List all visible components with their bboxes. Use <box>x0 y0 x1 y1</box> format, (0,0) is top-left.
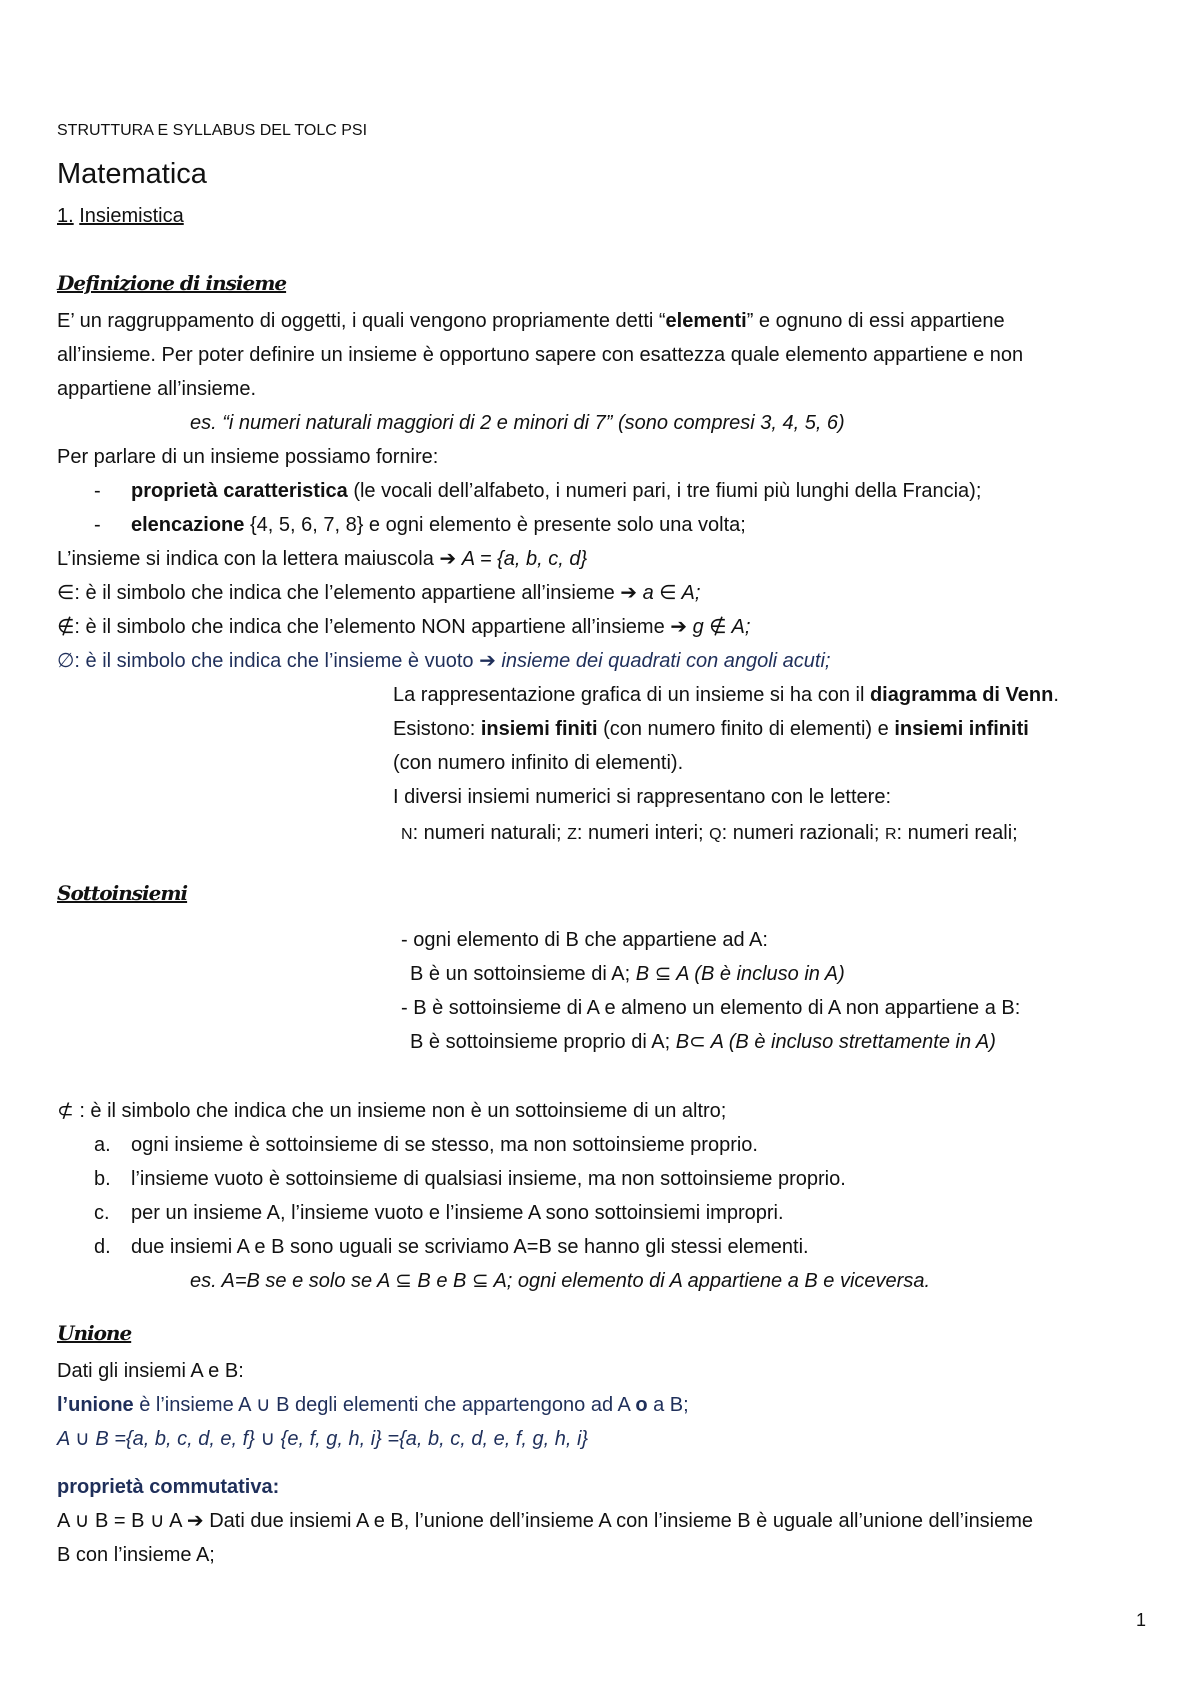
commutative-heading: proprietà commutativa: <box>57 1476 280 1498</box>
subset-line3: - B è sottoinsieme di A e almeno un elemento di A non appartiene a B: <box>401 997 1021 1019</box>
finite-line2: (con numero infinito di elementi). <box>393 752 684 774</box>
list-item-elencazione <box>131 512 746 538</box>
not-subset-symbol-icon: ⊄ <box>57 1100 74 1122</box>
empty-set-text: : è il simbolo che indica che l’insieme è vuoto ➔ <box>74 650 502 672</box>
list-bullet: - <box>94 514 101 536</box>
subset-example: es. A=B se e solo se A ⊆ B e B ⊆ A; ogni elemento di A appartiene a B e viceversa. <box>190 1270 931 1292</box>
union-example: A ∪ B ={a, b, c, d, e, f} ∪ {e, f, g, h, i} ={a, b, c, d, e, f, g, h, i} <box>57 1428 589 1450</box>
union-end: a B; <box>647 1394 689 1416</box>
subset-line1: - ogni elemento di B che appartiene ad A: <box>401 929 768 951</box>
def-p1c: ” e ognuno di essi appartiene <box>746 310 1005 332</box>
union-bold: l’unione <box>57 1394 134 1416</box>
section-heading-insiemistica <box>57 203 184 229</box>
venn-line <box>393 682 1059 708</box>
belongs-symbol-icon: ∈ <box>57 582 75 604</box>
belongs-line <box>57 580 700 606</box>
list-item-proprieta <box>131 478 981 504</box>
empty-set-line <box>57 648 830 674</box>
union-line1: Dati gli insiemi A e B: <box>57 1360 244 1382</box>
not-belongs-symbol-icon: ∉ <box>57 616 75 638</box>
subset-line4 <box>410 1029 996 1055</box>
subset-l4a: B è sottoinsieme proprio di A; <box>410 1031 676 1053</box>
list-item: per un insieme A, l’insieme vuoto e l’insieme A sono sottoinsiemi impropri. <box>131 1202 784 1224</box>
numeric-sets-line <box>401 820 1018 848</box>
capital-letter-line <box>57 546 587 572</box>
heading-definizione: Definizione di insieme <box>57 271 287 295</box>
list-item: due insiemi A e B sono uguali se scriviamo A=B se hanno gli stessi elementi. <box>131 1236 809 1258</box>
rationals-symbol-icon: Q <box>709 826 722 843</box>
rationals-text: : numeri razionali; <box>721 822 885 844</box>
heading-sottoinsiemi: Sottoinsiemi <box>57 881 188 905</box>
def-paragraph-line1 <box>57 308 1005 334</box>
not-belongs-text: : è il simbolo che indica che l’elemento NON appartiene all’insieme ➔ <box>74 616 693 638</box>
subset-line2 <box>410 961 845 987</box>
empty-set-example: insieme dei quadrati con angoli acuti; <box>501 650 831 672</box>
not-belongs-line <box>57 614 750 640</box>
capital-example: A = {a, b, c, d} <box>461 548 588 570</box>
venn-text: La rappresentazione grafica di un insieme si ha con il <box>393 684 870 706</box>
def-paragraph-line3: appartiene all’insieme. <box>57 378 257 400</box>
capital-text: L’insieme si indica con la lettera maiuscola ➔ <box>57 548 462 570</box>
venn-bold: diagramma di Venn <box>869 684 1054 706</box>
reals-text: : numeri reali; <box>896 822 1018 844</box>
page-title: Matematica <box>57 158 207 190</box>
union-line2 <box>57 1392 689 1418</box>
page-number: 1 <box>1136 1610 1147 1630</box>
finite-d: insiemi infiniti <box>894 718 1029 740</box>
naturals-text: : numeri naturali; <box>412 822 568 844</box>
item-text: (le vocali dell’alfabeto, i numeri pari, i tre fiumi più lunghi della Francia); <box>347 480 982 502</box>
list-marker: c. <box>94 1202 110 1224</box>
not-belongs-example: g ∉ A; <box>692 616 751 638</box>
subset-l4b: B⊂ A (B è incluso strettamente in A) <box>675 1031 996 1053</box>
venn-end: . <box>1053 684 1059 706</box>
def-paragraph-line2: all’insieme. Per poter definire un insieme è opportuno sapere con esattezza quale elemento appartiene e non <box>57 344 1024 366</box>
belongs-text: : è il simbolo che indica che l’elemento appartiene all’insieme ➔ <box>74 582 643 604</box>
commutative-line1: A ∪ B = B ∪ A ➔ Dati due insiemi A e B, l’unione dell’insieme A con l’insieme B è uguale all’unione dell’insieme <box>57 1510 1034 1532</box>
numeric-sets-intro: I diversi insiemi numerici si rappresentano con le lettere: <box>393 786 891 808</box>
list-item: ogni insieme è sottoinsieme di se stesso, ma non sottoinsieme proprio. <box>131 1134 758 1156</box>
def-p1b: elementi <box>665 310 747 332</box>
subset-l2b: B ⊆ A (B è incluso in A) <box>635 963 845 985</box>
belongs-example: a ∈ A; <box>642 582 701 604</box>
list-marker: d. <box>94 1236 111 1258</box>
section-number: 1. <box>57 205 74 227</box>
finite-b: insiemi finiti <box>480 718 598 740</box>
heading-unione: Unione <box>57 1321 132 1345</box>
item-bold: elencazione <box>131 514 245 536</box>
def-intro: Per parlare di un insieme possiamo fornire: <box>57 446 439 468</box>
item-text: {4, 5, 6, 7, 8} e ogni elemento è presente solo una volta; <box>244 514 746 536</box>
integers-symbol-icon: Z <box>567 826 577 843</box>
list-marker: a. <box>94 1134 111 1156</box>
not-subset-text: : è il simbolo che indica che un insieme non è un sottoinsieme di un altro; <box>73 1100 727 1122</box>
item-bold: proprietà caratteristica <box>131 480 348 502</box>
finite-line <box>393 716 1029 742</box>
integers-text: : numeri interi; <box>576 822 710 844</box>
section-label: Insiemistica <box>79 205 184 227</box>
empty-set-symbol-icon: ∅ <box>57 650 75 672</box>
reals-symbol-icon: R <box>884 826 897 843</box>
list-bullet: - <box>94 480 101 502</box>
union-or: o <box>635 1394 648 1416</box>
list-item: l’insieme vuoto è sottoinsieme di qualsiasi insieme, ma non sottoinsieme proprio. <box>131 1168 846 1190</box>
not-subset-line <box>57 1098 726 1124</box>
subset-l2a: B è un sottoinsieme di A; <box>410 963 636 985</box>
def-p1a: E’ un raggruppamento di oggetti, i quali vengono propriamente detti “ <box>57 310 666 332</box>
finite-a: Esistono: <box>393 718 481 740</box>
commutative-line2: B con l’insieme A; <box>57 1544 215 1566</box>
finite-c: (con numero finito di elementi) e <box>597 718 895 740</box>
union-text: è l’insieme A ∪ B degli elementi che appartengono ad A <box>133 1394 636 1416</box>
header-text: STRUTTURA E SYLLABUS DEL TOLC PSI <box>57 122 368 139</box>
list-marker: b. <box>94 1168 111 1190</box>
def-example: es. “i numeri naturali maggiori di 2 e minori di 7” (sono compresi 3, 4, 5, 6) <box>190 412 845 434</box>
naturals-symbol-icon: N <box>401 826 413 843</box>
